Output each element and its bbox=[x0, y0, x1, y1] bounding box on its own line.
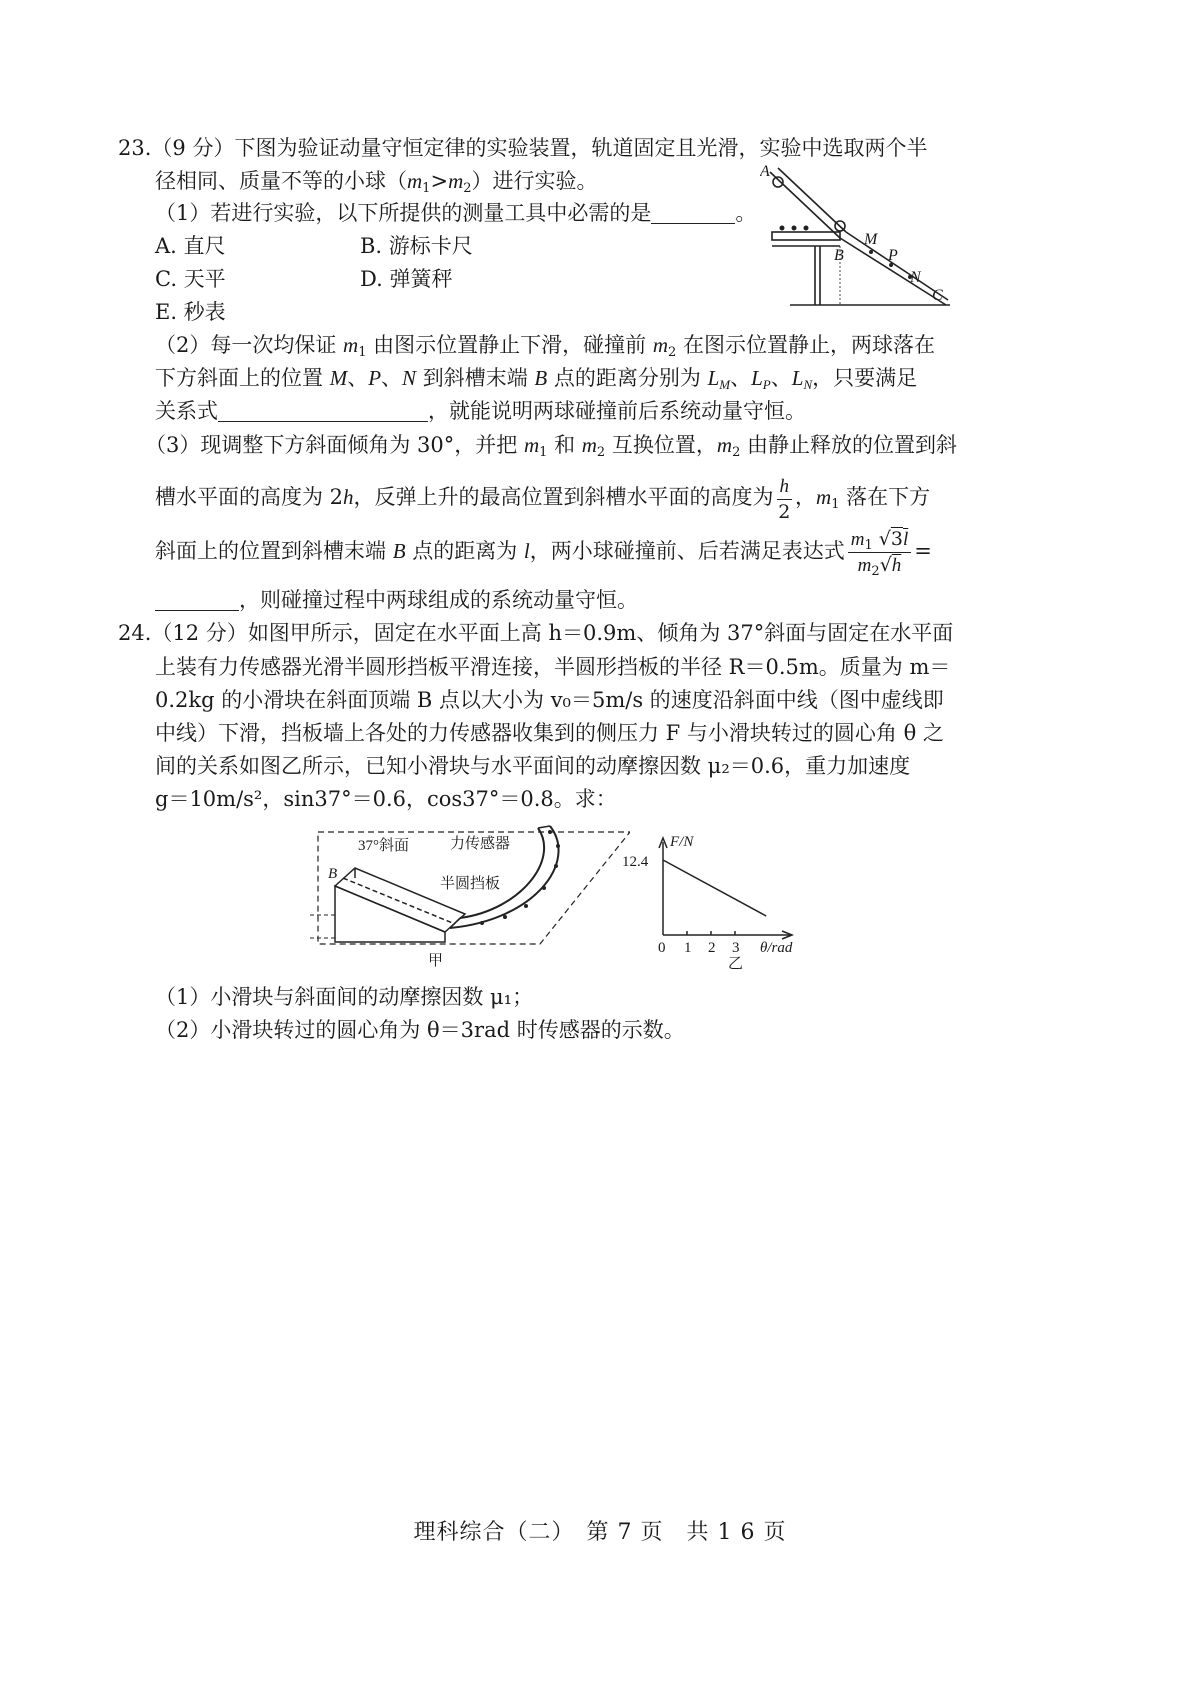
figure-jia bbox=[310, 820, 630, 970]
fraction-expression: $\frac{m_1 √3l}{m_2√h}$ bbox=[848, 527, 912, 578]
q23-part1-end: 。 bbox=[735, 201, 757, 225]
q23-apparatus-figure bbox=[760, 160, 960, 310]
q24-number: 24. bbox=[118, 621, 152, 645]
caption-jia: 甲 bbox=[428, 953, 444, 969]
page-footer: 理科综合（二） 第 7 页 共 1 6 页 bbox=[413, 1520, 787, 1545]
t22: ，则碰撞过程中两球组成的系统动量守恒。 bbox=[239, 588, 638, 612]
q23-stem-1: 下图为验证动量守恒定律的实验装置，轨道固定且光滑，实验中选取两个半 bbox=[234, 136, 928, 160]
label-M: M bbox=[864, 231, 878, 248]
t20: ，两小球碰撞前、后若满足表达式 bbox=[529, 539, 845, 563]
t13: 由静止释放的位置到斜 bbox=[740, 433, 958, 457]
q23-part1-blank[interactable] bbox=[651, 201, 735, 224]
t2: 由图示位置静止下滑，碰撞前 bbox=[366, 333, 653, 357]
y-value-label: 12.4 bbox=[622, 854, 649, 870]
label-A: A bbox=[760, 163, 770, 180]
q23-part1-text: （1）若进行实验，以下所提供的测量工具中必需的是 bbox=[155, 201, 652, 225]
t6: 点的距离分别为 bbox=[547, 366, 708, 390]
q23-option-a: A. 直尺 bbox=[155, 234, 226, 258]
tick-label-2: 2 bbox=[708, 940, 716, 956]
q23-option-d: D. 弹簧秤 bbox=[360, 267, 453, 291]
t17: 落在下方 bbox=[839, 485, 931, 509]
q23-option-c: C. 天平 bbox=[155, 267, 226, 291]
t12: 互换位置， bbox=[605, 433, 717, 457]
q23-line-2: 径相同、质量不等的小球$(m_1>m_2)$进行实验。 bbox=[155, 169, 598, 196]
label-B: B bbox=[834, 247, 844, 264]
q24-line-3: 0.2kg 的小滑块在斜面顶端 B 点以大小为 v₀＝5m/s 的速度沿斜面中线（图中虚线即 bbox=[155, 688, 944, 712]
t9: ，就能说明两球碰撞前后系统动量守恒。 bbox=[428, 399, 806, 423]
force-line bbox=[663, 860, 766, 916]
q23-part2-line1: （2）每一次均保证 $m_1$ 由图示位置静止下滑，碰撞前 $m_2$ 在图示位置静止，两球落在 bbox=[155, 333, 935, 360]
q24-sub-1: （1）小滑块与斜面间的动摩擦因数 μ₁； bbox=[155, 985, 534, 1009]
tick-label-1: 1 bbox=[684, 940, 692, 956]
q24-line-1 bbox=[118, 618, 953, 648]
x-axis-label: θ/rad bbox=[760, 940, 793, 956]
q23-option-e: E. 秒表 bbox=[155, 300, 226, 324]
q24-sub-2: （2）小滑块转过的圆心角为 θ＝3rad 时传感器的示数。 bbox=[155, 1018, 685, 1042]
t3: 在图示位置静止，两球落在 bbox=[676, 333, 935, 357]
q23-line-1 bbox=[118, 133, 927, 163]
q23-stem-2b: ）进行实验。 bbox=[471, 169, 598, 193]
q23-part3-line1: （3）现调整下方斜面倾角为 30°，并把 $m_1$ 和 $m_2$ 互换位置，$m_2$ 由静止释放的位置到斜 bbox=[145, 433, 958, 460]
label-slope: 37°斜面 bbox=[358, 838, 409, 854]
t5: 到斜槽末端 bbox=[416, 366, 535, 390]
q23-part2-line2: 下方斜面上的位置 M、P、N 到斜槽末端 B 点的距离分别为 $L_M$、$L_P$、$L_N$，只要满足 bbox=[155, 366, 918, 392]
t4: 下方斜面上的位置 bbox=[155, 366, 330, 390]
q23-part2-line3 bbox=[155, 396, 806, 426]
tick-label-3: 3 bbox=[732, 940, 740, 956]
label-C: C bbox=[932, 287, 943, 304]
t7: ，只要满足 bbox=[812, 366, 918, 390]
q23-stem-2a: 径相同、质量不等的小球（ bbox=[155, 169, 407, 193]
t8: 关系式 bbox=[155, 399, 218, 423]
label-P: P bbox=[888, 247, 898, 264]
q23-part3-line3: 斜面上的位置到斜槽末端 B 点的距离为 l，两小球碰撞前、后若满足表达式 $\frac{m_1 √3l}{m_2√h}$ = bbox=[155, 528, 932, 579]
label-B-jia: B bbox=[328, 866, 338, 882]
t18: 斜面上的位置到斜槽末端 bbox=[155, 539, 393, 563]
tick-label-0: 0 bbox=[658, 940, 666, 956]
q24-line-2: 上装有力传感器光滑半圆形挡板平滑连接，半圆形挡板的半径 R＝0.5m。质量为 m＝ bbox=[155, 655, 951, 679]
t1: （2）每一次均保证 bbox=[155, 333, 344, 357]
t10: （3）现调整下方斜面倾角为 30°，并把 bbox=[145, 433, 524, 457]
y-axis-label: F/N bbox=[670, 834, 694, 850]
q24-score: （12 分） bbox=[151, 621, 248, 645]
fraction-h-over-2: $\frac{h}{2}$ bbox=[778, 475, 791, 523]
t15: ，反弹上升的最高位置到斜槽水平面的高度为 bbox=[353, 485, 774, 509]
t19: 点的距离为 bbox=[405, 539, 524, 563]
q24-text-1: 如图甲所示，固定在水平面上高 h＝0.9m、倾角为 37°斜面与固定在水平面 bbox=[247, 621, 954, 645]
caption-yi: 乙 bbox=[728, 956, 744, 970]
q23-part3-blank[interactable] bbox=[155, 588, 239, 611]
q24-line-6: g＝10m/s²，sin37°＝0.6，cos37°＝0.8。求： bbox=[155, 787, 617, 811]
t21: = bbox=[914, 539, 932, 563]
q23-part1 bbox=[155, 198, 756, 228]
label-barrier: 半圆挡板 bbox=[440, 876, 501, 892]
label-N: N bbox=[910, 269, 921, 286]
q23-score: （9 分） bbox=[151, 136, 235, 160]
figure-yi bbox=[620, 820, 820, 970]
t11: 和 bbox=[547, 433, 582, 457]
t14: 槽水平面的高度为 2 bbox=[155, 485, 344, 509]
q23-number: 23. bbox=[118, 136, 152, 160]
q24-line-4: 中线）下滑，挡板墙上各处的力传感器收集到的侧压力 F 与小滑块转过的圆心角 θ 之 bbox=[155, 721, 944, 745]
q23-part2-blank[interactable] bbox=[218, 399, 428, 422]
q24-line-5: 间的关系如图乙所示，已知小滑块与水平面间的动摩擦因数 μ₂＝0.6，重力加速度 bbox=[155, 754, 911, 778]
q23-part3-line2: 槽水平面的高度为 2h，反弹上升的最高位置到斜槽水平面的高度为 $\frac{h}{2}$ ，$m_1$ 落在下方 bbox=[155, 475, 931, 523]
q23-option-b: B. 游标卡尺 bbox=[360, 234, 473, 258]
label-sensor: 力传感器 bbox=[450, 836, 511, 852]
t16: ， bbox=[795, 485, 817, 509]
q23-part3-line4 bbox=[155, 585, 638, 615]
